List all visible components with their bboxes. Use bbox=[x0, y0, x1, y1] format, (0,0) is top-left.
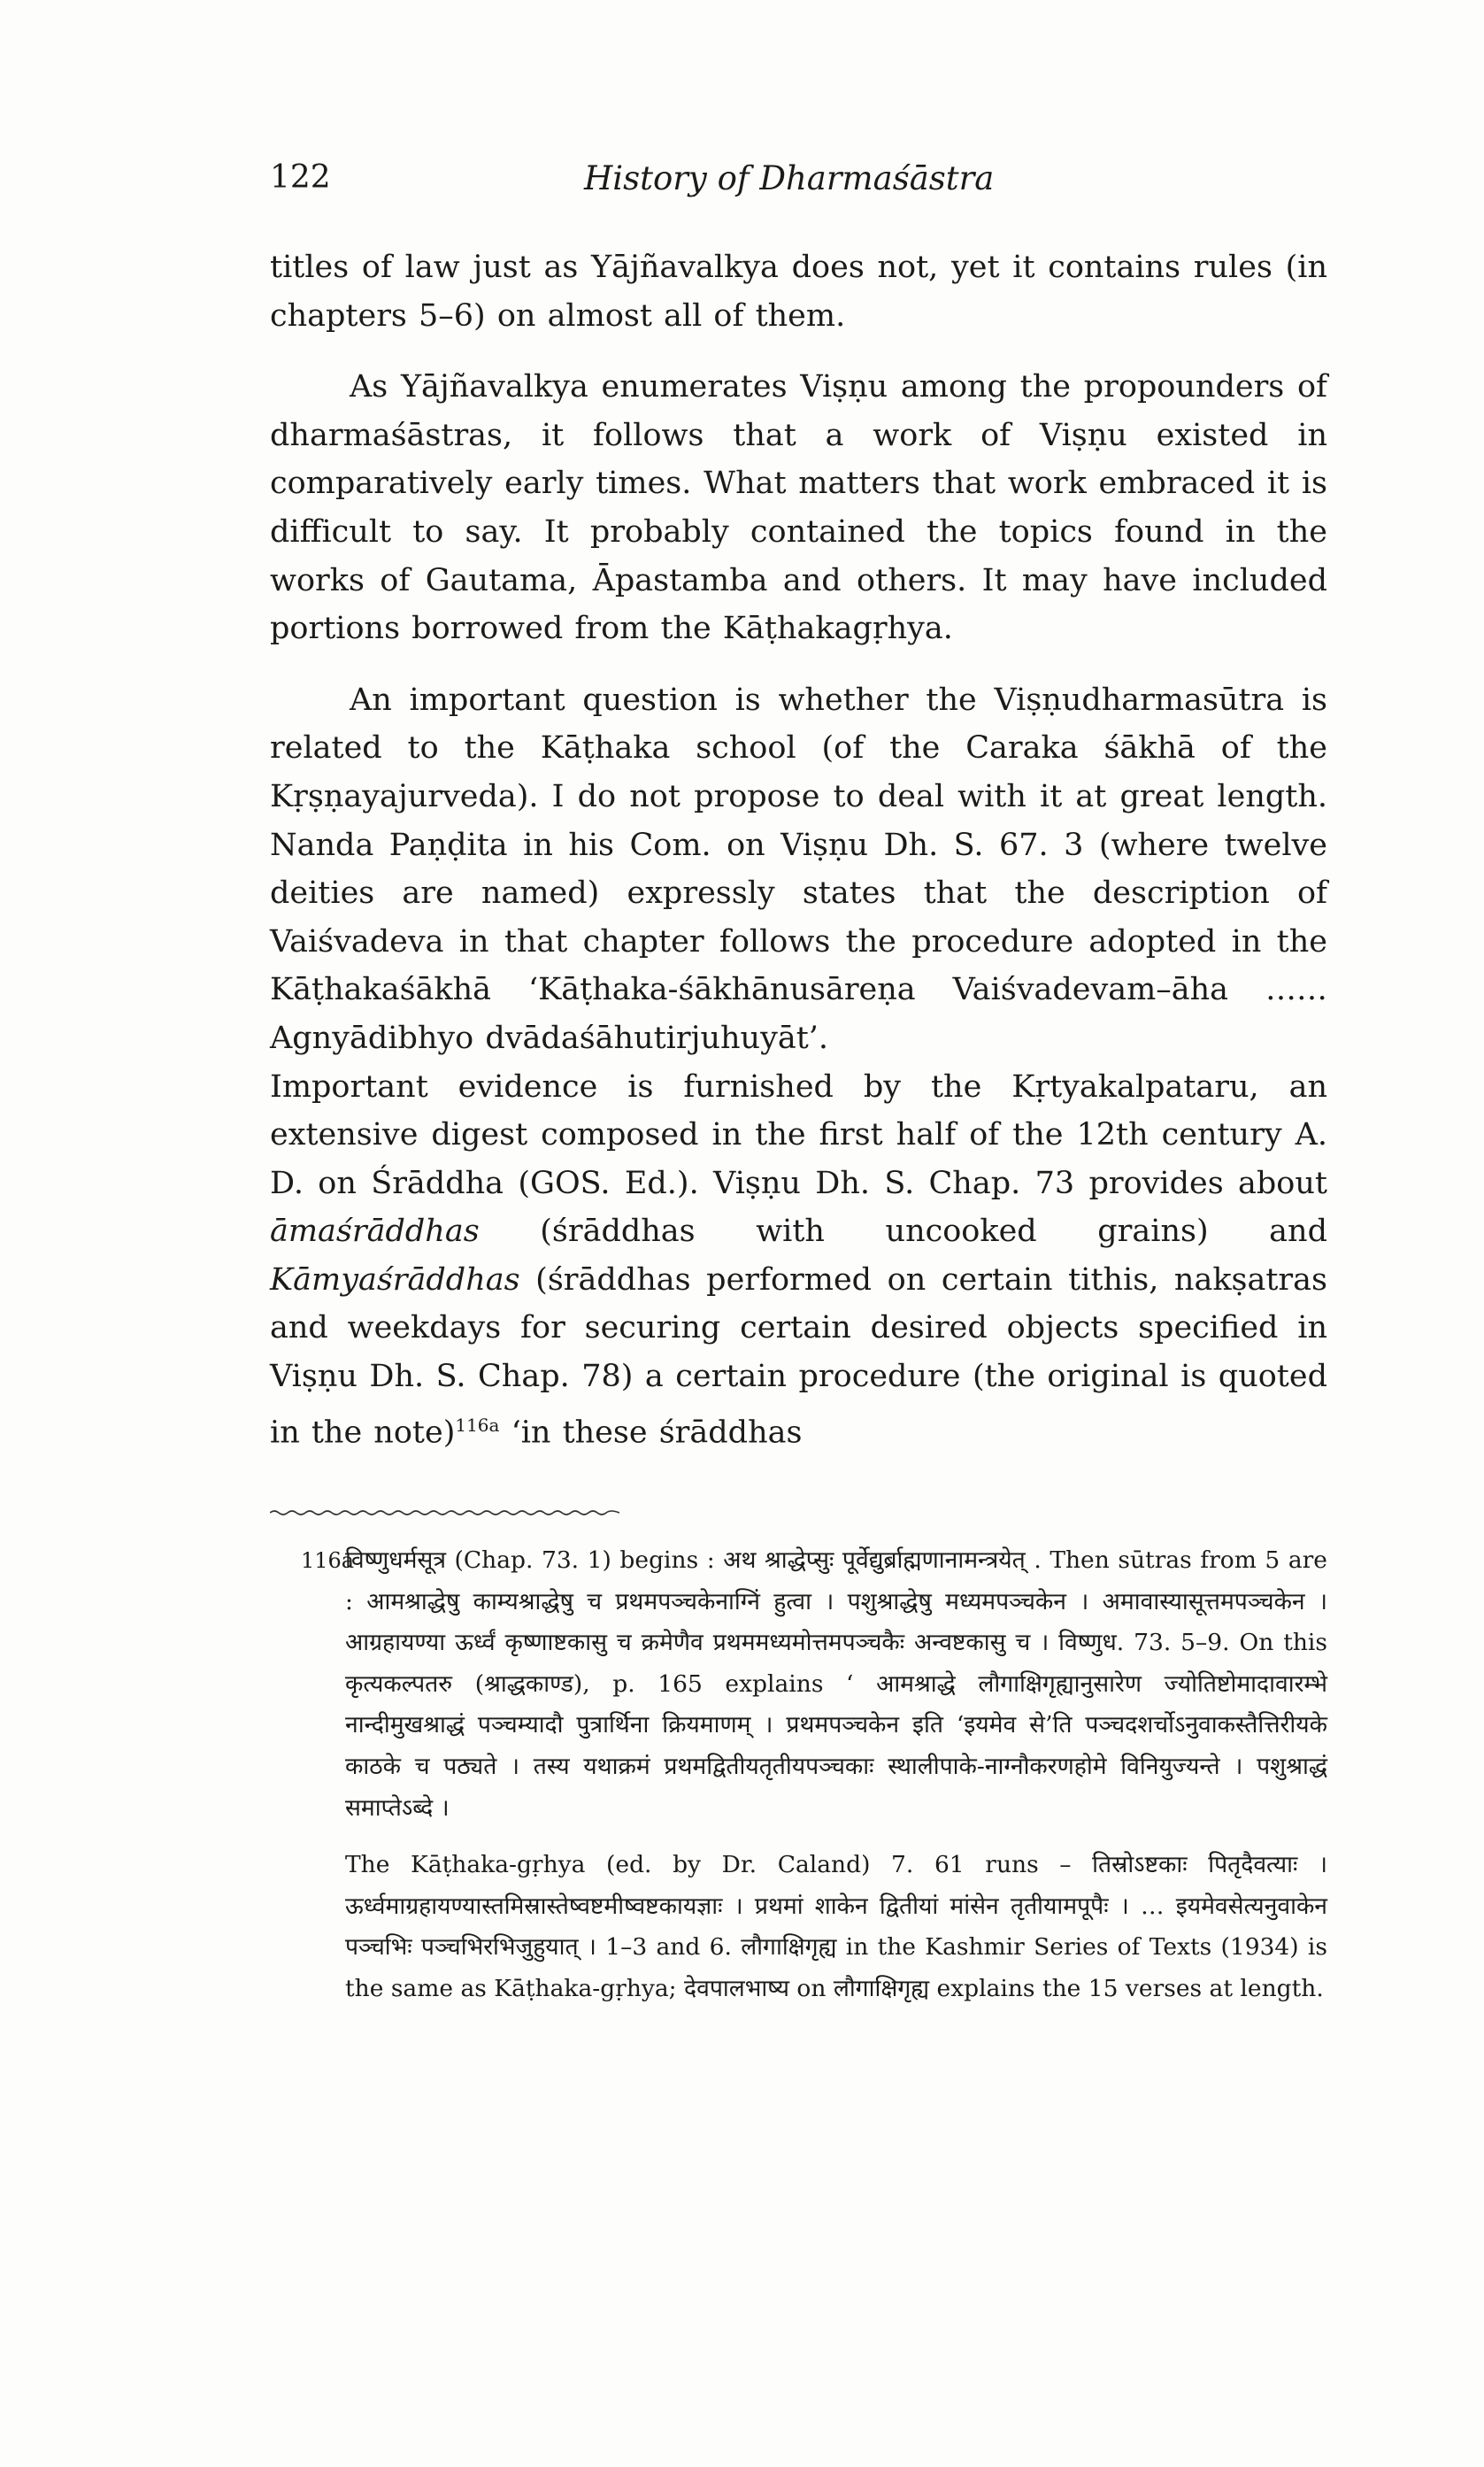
footnote-mark: 116a bbox=[301, 1548, 355, 1573]
paragraph-4-part2: (śrāddhas with uncooked grains) and bbox=[479, 1214, 1327, 1250]
page-number: 122 bbox=[270, 159, 331, 196]
term-kamyashraddhas: Kāmyaśrāddhas bbox=[270, 1261, 520, 1298]
paragraph-3: An important question is whether the Viṣṇudharmasūtra is related to the Kāṭhaka school (of the Caraka śākhā of the Kṛṣṇayajurveda). I do not propose to deal with it at great length. Nanda Paṇḍita in his Com. on Viṣṇu Dh. S. 67. 3 (where twelve deities are named) expressly states that the description of Vaiśvadeva in that chapter follows the procedure adopted in the Kāṭhakaśākhā ‘Kāṭhaka-śākhānusāreṇa Vaiśvadevam–āha …… Agnyādibhyo dvādaśāhutirjuhuyāt’. bbox=[270, 682, 1327, 1056]
paragraph-1: titles of law just as Yājñavalkya does not, yet it contains rules (in chapters 5–6) on almost all of them. bbox=[270, 250, 1327, 334]
paragraph-4-part1: Important evidence is furnished by the Kṛtyakalpataru, an extensive digest composed in the first half of the 12th century A. D. on Śrāddha (GOS. Ed.). Viṣṇu Dh. S. Chap. 73 provides about bbox=[270, 1068, 1327, 1201]
paragraph-4-part4: ‘in these śrāddhas bbox=[499, 1415, 803, 1451]
paragraph-4-part3: (śrāddhas performed on certain tithis, nakṣatras and weekdays for securing certain desired objects specified in Viṣṇu Dh. S. Chap. 78) a certain procedure (the original is quoted in the note) bbox=[270, 1261, 1327, 1451]
footnotes bbox=[301, 1540, 1327, 2010]
footnote-separator bbox=[270, 1509, 619, 1516]
footnote-kathaka-grhya: The Kāṭhaka-gṛhya (ed. by Dr. Caland) 7. 61 runs – तिस्रोऽष्टकाः पितृदैवत्याः । ऊर्ध्वमाग्रहायण्यास्तमिस्रास्तेष्वष्टमीष्वष्टकायज्ञाः । प्रथमां शाकेन द्वितीयां मांसेन तृतीयामपूपैः । … इयमेवसेत्यनुवाकेन पञ्चभिः पञ्चभिरभिजुहुयात् । 1–3 and 6. लौगाक्षिगृह्य in the Kashmir Series of Texts (1934) is the same as Kāṭhaka-gṛhya; देवपालभाष्य on लौगाक्षिगृह्य explains the 15 verses at length. bbox=[345, 1851, 1327, 2002]
paragraph-2: As Yājñavalkya enumerates Viṣṇu among the propounders of dharmaśāstras, it follows that a work of Viṣṇu existed in comparatively early times. What matters that work embraced it is difficult to say. It probably contained the topics found in the works of Gautama, Āpastamba and others. It may have included portions borrowed from the Kāṭhakagṛhya. bbox=[270, 369, 1327, 647]
page-header bbox=[270, 159, 1332, 204]
paragraph-4 bbox=[270, 1063, 1327, 1457]
footnote-reference: 116a bbox=[455, 1414, 500, 1436]
term-amashraddhas: āmaśrāddhas bbox=[270, 1214, 480, 1250]
main-text bbox=[270, 243, 1327, 1457]
footnote-116a: विष्णुधर्मसूत्र (Chap. 73. 1) begins : अथ श्राद्धेप्सुः पूर्वेद्युर्ब्राह्मणानामन्त्रयेत् . Then sūtras from 5 are : आमश्राद्धेषु काम्यश्राद्धेषु च प्रथमपञ्चकेनाग्निं हुत्वा । पशुश्राद्धेषु मध्यमपञ्चकेन । अमावास्यासूत्तमपञ्चकेन । आग्रहायण्या ऊर्ध्वं कृष्णाष्टकासु च क्रमेणैव प्रथममध्यमोत्तमपञ्चकैः अन्वष्टकासु च । विष्णुध. 73. 5–9. On this कृत्यकल्पतरु (श्राद्धकाण्ड), p. 165 explains ‘ आमश्राद्धे लौगाक्षिगृह्यानुसारेण ज्योतिष्टोमादावारम्भे नान्दीमुखश्राद्धं पञ्चम्यादौ पुत्रार्थिना क्रियमाणम् । प्रथमपञ्चकेन इति ‘इयमेव से’ति पञ्चदशर्चोऽनुवाकस्तैत्तिरीयके काठके च पठ्यते । तस्य यथाक्रमं प्रथमद्वितीयतृतीयपञ्चकाः स्थालीपाके-नाग्नौकरणहोमे विनियुज्यन्ते । पशुश्राद्धं समाप्तेऽब्दे । bbox=[345, 1546, 1327, 1822]
running-title: History of Dharmaśāstra bbox=[584, 159, 995, 197]
